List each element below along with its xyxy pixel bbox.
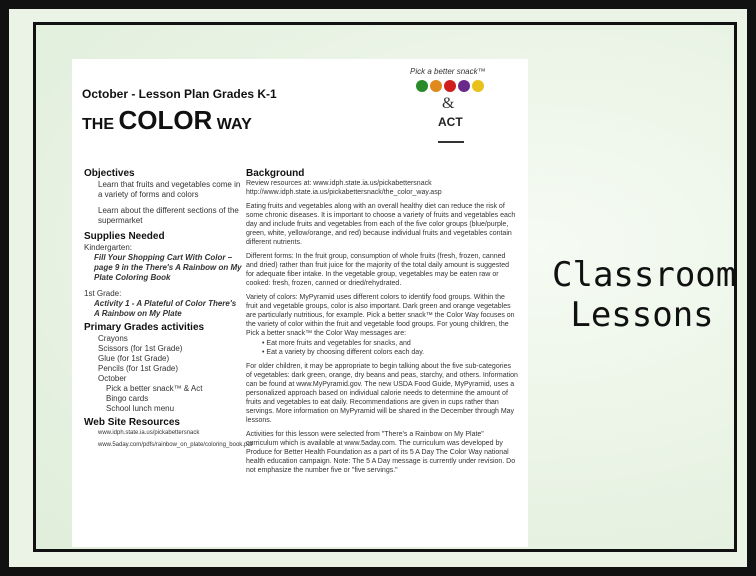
objective-item: Learn about the different sections of the supermarket: [98, 206, 239, 225]
background-paragraph: Variety of colors: MyPyramid uses different colors to identify food groups. Within the fruit and vegetable groups, color is also important. Dark green and orange vegetables are particularly nutritious, for example. Pick a better snack™ the Color Way focuses on the variety of color within the fruit and vegetable food groups. For young children, the Pick a better snack™ the Color Way messages are:: [246, 294, 515, 337]
slide-inner-panel: [33, 22, 737, 552]
background-paragraph: Different forms: In the fruit group, consumption of whole fruits (fresh, frozen, canned and dried) rather than fruit juice for the majority of the total daily amount is suggested for adequate fiber intake. In the vegetable group, vegetables may be eaten raw or cooked: fresh, frozen, canned or dried/rehydrated.: [246, 253, 510, 287]
title-color: COLOR: [118, 105, 213, 135]
logo-act: ACT: [438, 115, 463, 129]
supply-item: Scissors (for 1st Grade): [98, 344, 183, 353]
message-bullet: • Eat a variety by choosing different colors each day.: [262, 348, 518, 357]
pick-a-better-snack-logo: [402, 65, 518, 145]
supply-sub-item: School lunch menu: [106, 404, 175, 413]
title-way: WAY: [216, 116, 252, 133]
left-column: [84, 165, 253, 449]
caption-line: Classroom: [552, 255, 737, 295]
background-paragraph: Eating fruits and vegetables along with an overall healthy diet can reduce the risk of some chronic diseases. It is important to choose a variety of fruits and vegetables each day and include fruits and vegetables from each of the five color groups (blue/purple, green, white, yellow/orange, and red) because individual fruits and vegetables contain different nutrients.: [246, 203, 516, 246]
banana-icon: [472, 80, 484, 92]
supply-sub-item: Bingo cards: [106, 394, 149, 403]
background-heading: Background: [246, 168, 305, 179]
web-resources-heading: Web Site Resources: [84, 417, 180, 428]
grape-icon: [458, 80, 470, 92]
act-figures-icon: [438, 129, 464, 143]
objective-item: Learn that fruits and vegetables come in a variety of forms and colors: [98, 180, 241, 199]
first-grade-label: 1st Grade:: [84, 289, 122, 298]
background-paragraph: Activities for this lesson were selected from "There's a Rainbow on My Plate" curriculum which is available at www.5aday.com. The curriculum was developed by Produce for Better Health Foundation as a part of its 5 A Day The Color Way national health education campaign. Note: The 5 A Day message is currently under revision. Do not emphasize the number five or "five servings.": [246, 431, 516, 474]
document-title: [82, 107, 252, 133]
orange-icon: [430, 80, 442, 92]
title-the: THE: [82, 116, 114, 133]
supply-item: Glue (for 1st Grade): [98, 354, 170, 363]
supply-item: October: [98, 374, 127, 383]
supply-item: Pencils (for 1st Grade): [98, 364, 179, 373]
pear-icon: [416, 80, 428, 92]
kindergarten-activity: Fill Your Shopping Cart With Color – page 9 in the There's A Rainbow on My Plate Coloring Book: [94, 253, 242, 282]
supplies-heading: Supplies Needed: [84, 231, 165, 242]
document-header: October - Lesson Plan Grades K-1: [82, 87, 277, 101]
right-column: [246, 165, 518, 480]
tomato-icon: [444, 80, 456, 92]
kindergarten-label: Kindergarten:: [84, 243, 133, 252]
lesson-plan-document: [72, 59, 528, 547]
slide-caption: [552, 255, 737, 335]
logo-ampersand: &: [442, 95, 455, 112]
background-paragraph: For older children, it may be appropriate to begin talking about the five sub-categories of vegetables: dark green, orange, dry beans and peas, starchy, and others. Information can be found at www.MyPyramid.gov. The new USDA Food Guide, MyPyramid, uses a personalized approach based on individual calorie needs to determine the amount of fruits and vegetables to eat daily. Recommendations are given in cups rather than servings. More information on MyPyramid will be shared in the December through May lessons.: [246, 363, 518, 424]
logo-tagline: Pick a better snack™: [410, 67, 486, 76]
message-bullet: • Eat more fruits and vegetables for snacks, and: [262, 339, 518, 348]
resource-link: www.5aday.com/pdfs/rainbow_on_plate/coloring_book.pdf: [98, 442, 253, 448]
supply-sub-item: Pick a better snack™ & Act: [106, 384, 203, 393]
objectives-heading: Objectives: [84, 168, 135, 179]
caption-line: Lessons: [570, 295, 714, 335]
first-grade-activity: Activity 1 - A Plateful of Color There's A Rainbow on My Plate: [94, 299, 237, 318]
background-review: Review resources at: www.idph.state.ia.us/pickabettersnack http://www.idph.state.ia.us/pickabettersnack/the_color_way.asp: [246, 180, 442, 196]
supply-item: Crayons: [98, 334, 128, 343]
primary-activities-heading: Primary Grades activities: [84, 322, 205, 333]
resource-link: www.idph.state.ia.us/pickabettersnack: [98, 430, 200, 436]
